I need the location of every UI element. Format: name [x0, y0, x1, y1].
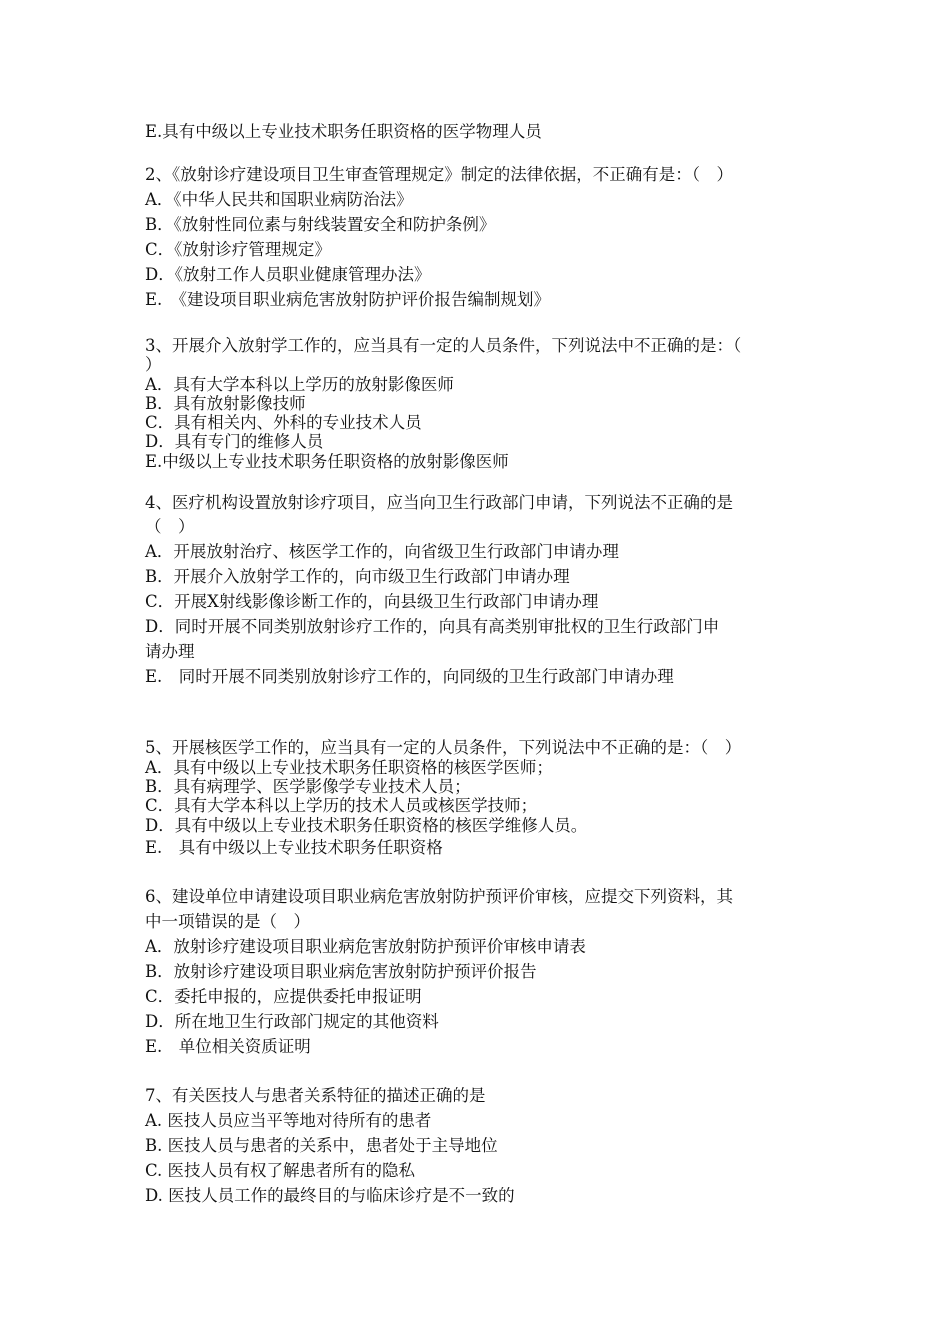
option-line: E. 具有中级以上专业技术职务任职资格 — [145, 838, 443, 857]
option-line: C．具有相关内、外科的专业技术人员 — [145, 413, 422, 432]
option-line: A．《中华人民共和国职业病防治法》 — [145, 190, 413, 209]
option-line: C．《放射诊疗管理规定》 — [145, 240, 331, 259]
option-line: D．同时开展不同类别放射诊疗工作的，向具有高类别审批权的卫生行政部门申 — [145, 617, 720, 636]
option-line: B. 医技人员与患者的关系中，患者处于主导地位 — [145, 1136, 498, 1155]
option-line: E. 同时开展不同类别放射诊疗工作的，向同级的卫生行政部门申请办理 — [145, 667, 674, 686]
question-5: 5、开展核医学工作的，应当具有一定的人员条件，下列说法中不正确的是：（ ） — [145, 738, 742, 757]
text-line: E.具有中级以上专业技术职务任职资格的医学物理人员 — [145, 122, 542, 141]
question-7: 7、有关医技人与患者关系特征的描述正确的是 — [145, 1086, 486, 1105]
option-line: B．具有放射影像技师 — [145, 394, 306, 413]
option-line: D．具有中级以上专业技术职务任职资格的核医学维修人员。 — [145, 816, 588, 835]
option-line: A．开展放射治疗、核医学工作的，向省级卫生行政部门申请办理 — [145, 542, 619, 561]
option-line: C. 医技人员有权了解患者所有的隐私 — [145, 1161, 416, 1180]
option-line: E. 单位相关资质证明 — [145, 1037, 311, 1056]
option-line: D．《放射工作人员职业健康管理办法》 — [145, 265, 431, 284]
question-2: 2、《放射诊疗建设项目卫生审查管理规定》制定的法律依据，不正确有是：（ ） — [145, 165, 733, 184]
option-line: A．具有中级以上专业技术职务任职资格的核医学医师； — [145, 758, 553, 777]
option-line: C．委托申报的，应提供委托申报证明 — [145, 987, 422, 1006]
option-line: D．具有专门的维修人员 — [145, 432, 324, 451]
option-line: A．放射诊疗建设项目职业病危害放射防护预评价审核申请表 — [145, 937, 586, 956]
option-line: E.中级以上专业技术职务任职资格的放射影像医师 — [145, 452, 509, 471]
option-line: A. 医技人员应当平等地对待所有的患者 — [145, 1111, 432, 1130]
option-line: C．开展X射线影像诊断工作的，向县级卫生行政部门申请办理 — [145, 592, 599, 611]
question-4: 4、医疗机构设置放射诊疗项目，应当向卫生行政部门申请，下列说法不正确的是 — [145, 493, 733, 512]
option-line: B．放射诊疗建设项目职业病危害放射防护预评价报告 — [145, 962, 537, 981]
option-line-continued: 请办理 — [145, 642, 195, 661]
option-line: D．所在地卫生行政部门规定的其他资料 — [145, 1012, 439, 1031]
question-3: 3、开展介入放射学工作的，应当具有一定的人员条件，下列说法中不正确的是：（ — [145, 336, 742, 355]
option-line: B．开展介入放射学工作的，向市级卫生行政部门申请办理 — [145, 567, 570, 586]
option-line: A．具有大学本科以上学历的放射影像医师 — [145, 375, 454, 394]
question-6: 6、建设单位申请建设项目职业病危害放射防护预评价审核，应提交下列资料，其 — [145, 887, 733, 906]
option-line: E. 《建设项目职业病危害放射防护评价报告编制规划》 — [145, 290, 551, 309]
question-6-continued: 中一项错误的是（ ） — [145, 912, 310, 931]
option-line: D. 医技人员工作的最终目的与临床诊疗是不一致的 — [145, 1186, 515, 1205]
option-line: B．《放射性同位素与射线装置安全和防护条例》 — [145, 215, 496, 234]
option-line: B．具有病理学、医学影像学专业技术人员； — [145, 777, 471, 796]
option-line: C．具有大学本科以上学历的技术人员或核医学技师； — [145, 796, 538, 815]
question-3-continued: ） — [145, 355, 162, 374]
question-4-continued: （ ） — [145, 517, 195, 536]
